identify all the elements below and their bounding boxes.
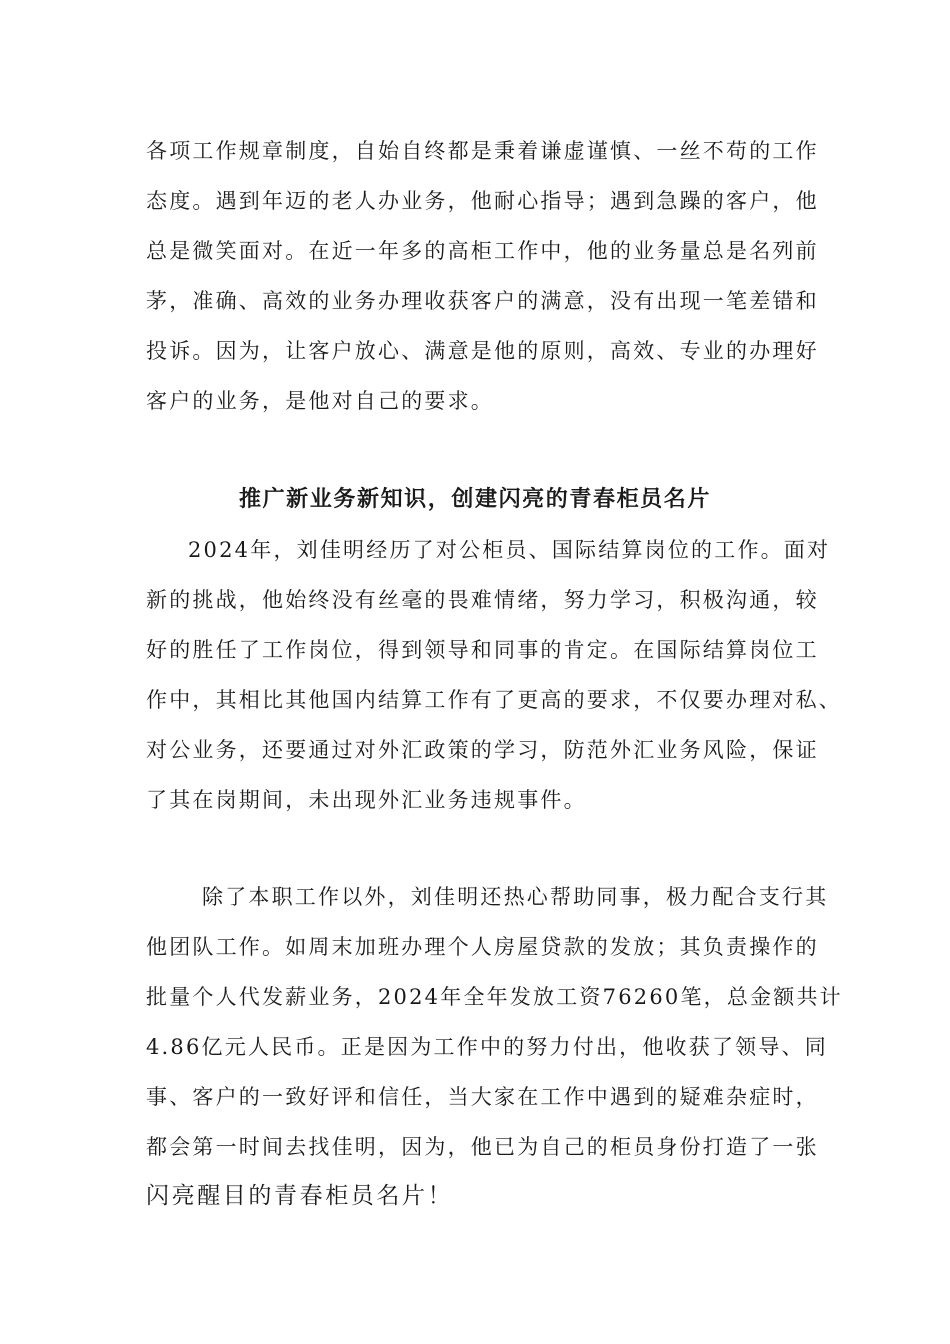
paragraph-line: 4.86亿元人民币。正是因为工作中的努力付出，他收获了领导、同	[146, 1035, 828, 1059]
paragraph-line: 除了本职工作以外，刘佳明还热心帮助同事，极力配合支行其	[202, 885, 829, 909]
paragraph-line: 闪亮醒目的青春柜员名片！	[146, 1183, 454, 1209]
paragraph-line: 茅，准确、高效的业务办理收获客户的满意，没有出现一笔差错和	[146, 289, 819, 313]
paragraph-line: 客户的业务，是他对自己的要求。	[146, 389, 494, 413]
paragraph-line: 事、客户的一致好评和信任，当大家在工作中遇到的疑难杂症时，	[146, 1085, 819, 1109]
paragraph-line: 2024年，刘佳明经历了对公柜员、国际结算岗位的工作。面对	[188, 538, 831, 562]
paragraph-line: 好的胜任了工作岗位，得到领导和同事的肯定。在国际结算岗位工	[146, 638, 819, 662]
paragraph-line: 总是微笑面对。在近一年多的高柜工作中，他的业务量总是名列前	[146, 239, 819, 263]
paragraph-line: 他团队工作。如周末加班办理个人房屋贷款的发放；其负责操作的	[146, 935, 819, 959]
paragraph-line: 新的挑战，他始终没有丝毫的畏难情绪，努力学习，积极沟通，较	[146, 588, 819, 612]
paragraph-line: 都会第一时间去找佳明，因为，他已为自己的柜员身份打造了一张	[146, 1135, 819, 1159]
section-heading: 推广新业务新知识，创建闪亮的青春柜员名片	[238, 486, 711, 512]
paragraph-line: 投诉。因为，让客户放心、满意是他的原则，高效、专业的办理好	[146, 339, 819, 363]
paragraph-line: 各项工作规章制度，自始自终都是秉着谦虚谨慎、一丝不苟的工作	[146, 139, 819, 163]
paragraph-line: 作中，其相比其他国内结算工作有了更高的要求，不仅要办理对私、	[146, 688, 842, 712]
paragraph-line: 态度。遇到年迈的老人办业务，他耐心指导；遇到急躁的客户，他	[146, 189, 819, 213]
paragraph-line: 批量个人代发薪业务，2024年全年发放工资76260笔，总金额共计	[146, 985, 843, 1009]
paragraph-line: 对公业务，还要通过对外汇政策的学习，防范外汇业务风险，保证	[146, 738, 819, 762]
paragraph-line: 了其在岗期间，未出现外汇业务违规事件。	[146, 788, 587, 812]
